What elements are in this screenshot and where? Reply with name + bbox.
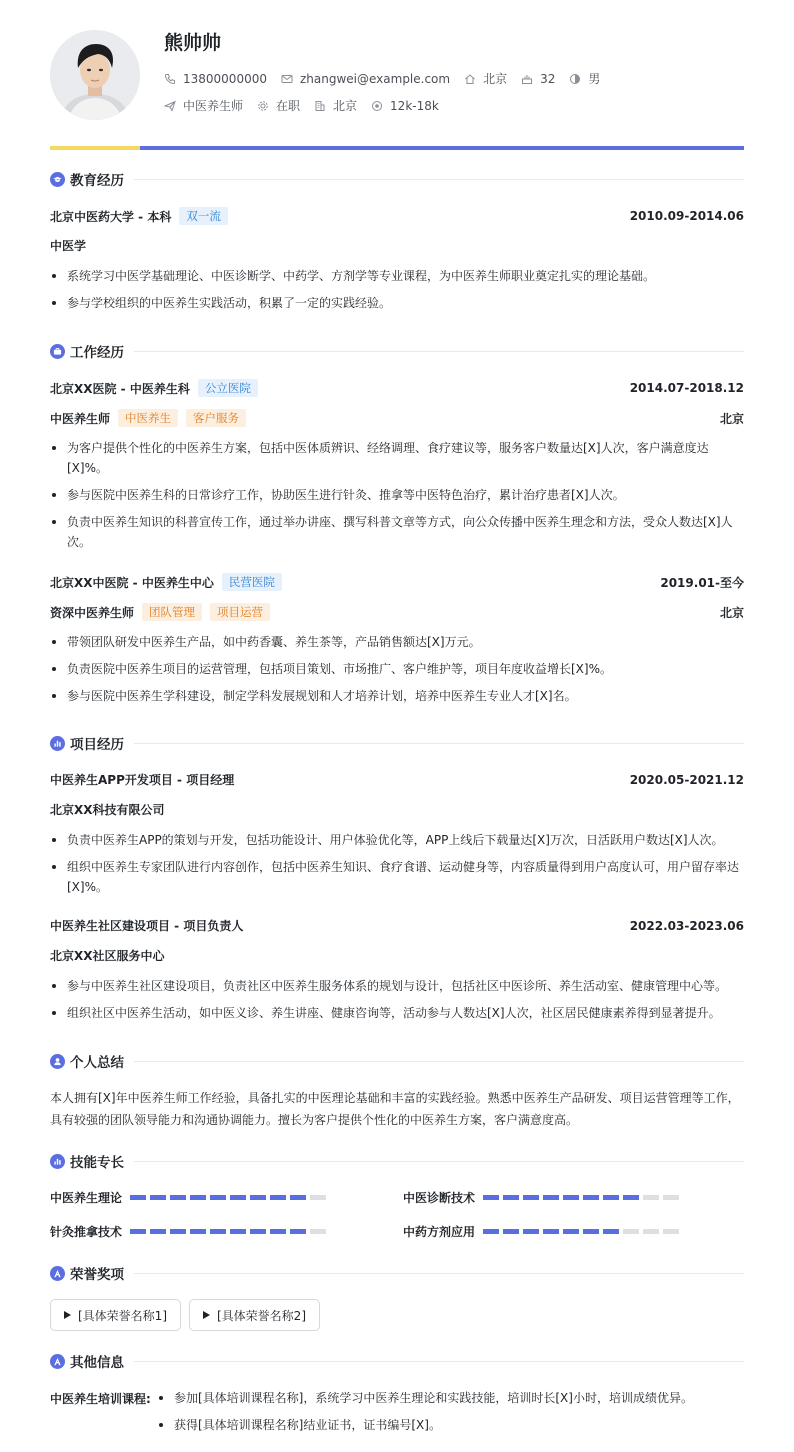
list-item: 负责医院中医养生项目的运营管理，包括项目策划、市场推广、客户维护等，项目年度收益增长[X]%。 bbox=[50, 659, 744, 679]
project-period: 2022.03-2023.06 bbox=[629, 918, 744, 933]
age-text: 32 bbox=[540, 71, 556, 86]
work-city: 北京 bbox=[719, 411, 744, 426]
work-bullets bbox=[50, 632, 744, 713]
location-item bbox=[464, 70, 507, 87]
skill-level-segment bbox=[583, 1195, 599, 1200]
list-item: 负责中医养生APP的策划与开发，包括功能设计、用户体验优化等，APP上线后下载量达[X]万次，日活跃用户数达[X]人次。 bbox=[50, 830, 744, 850]
mail-icon bbox=[281, 73, 293, 85]
skill-level-segment bbox=[310, 1195, 326, 1200]
school-name: 北京中医药大学 - 本科 bbox=[50, 209, 172, 224]
send-icon bbox=[164, 100, 176, 112]
skill-level-segment bbox=[210, 1229, 226, 1234]
list-item: 参与医院中医养生学科建设，制定学科发展规划和人才培养计划，培养中医养生专业人才[X]名。 bbox=[50, 686, 744, 706]
skill-level-segment bbox=[623, 1195, 639, 1200]
project-org: 北京XX科技有限公司 bbox=[50, 803, 165, 817]
other-section-title: 其他信息 bbox=[50, 1351, 744, 1371]
skill-level-segment bbox=[583, 1229, 599, 1234]
skill-level-segment bbox=[563, 1229, 579, 1234]
phone-item bbox=[164, 72, 267, 86]
work-role-row bbox=[50, 603, 744, 621]
list-item: 参与学校组织的中医养生实践活动，积累了一定的实践经验。 bbox=[50, 293, 744, 313]
skill-level-segment bbox=[310, 1229, 326, 1234]
education-section-title: 教育经历 bbox=[50, 169, 744, 189]
phone-icon bbox=[164, 73, 176, 85]
skill-level-segment bbox=[483, 1195, 499, 1200]
gender-icon bbox=[569, 73, 581, 85]
skill-level-segment bbox=[603, 1229, 619, 1234]
other-label: 中医养生培训课程: bbox=[50, 1392, 151, 1406]
project-org-row bbox=[50, 801, 744, 818]
summary-section-title: 个人总结 bbox=[50, 1051, 744, 1071]
honors-list bbox=[50, 1299, 328, 1331]
company-tag: 公立医院 bbox=[198, 379, 258, 397]
gender-text: 男 bbox=[588, 72, 601, 86]
education-period: 2010.09-2014.06 bbox=[629, 209, 744, 223]
job-role: 资深中医养生师 bbox=[50, 605, 135, 620]
award-icon bbox=[50, 1354, 65, 1369]
skill-level-bar bbox=[483, 1229, 683, 1234]
company-tag: 民营医院 bbox=[222, 573, 282, 591]
project-name: 中医养生APP开发项目 - 项目经理 bbox=[50, 773, 235, 787]
bar-chart-icon bbox=[50, 736, 65, 751]
skill-level-segment bbox=[130, 1195, 146, 1200]
skill-level-segment bbox=[543, 1195, 559, 1200]
position-item bbox=[164, 97, 243, 114]
bar-chart-icon bbox=[50, 1154, 65, 1169]
salary-text: 12k-18k bbox=[390, 98, 439, 113]
list-item: 带领团队研发中医养生产品，如中药香囊、养生茶等，产品销售额达[X]万元。 bbox=[50, 632, 744, 652]
project-period: 2020.05-2021.12 bbox=[629, 772, 744, 787]
graduation-cap-icon bbox=[50, 172, 65, 187]
project-bullets bbox=[50, 830, 744, 904]
coin-icon bbox=[371, 100, 383, 112]
status-text: 在职 bbox=[276, 99, 301, 113]
skill-name: 中医诊断技术 bbox=[403, 1191, 476, 1205]
work-section-title: 工作经历 bbox=[50, 341, 744, 361]
skill-level-segment bbox=[230, 1229, 246, 1234]
skill-item bbox=[403, 1189, 683, 1206]
skill-level-segment bbox=[523, 1229, 539, 1234]
home-icon bbox=[464, 73, 476, 85]
work-period: 2019.01-至今 bbox=[660, 575, 744, 590]
school-tag: 双一流 bbox=[179, 207, 228, 225]
honor-item[interactable] bbox=[189, 1299, 320, 1331]
play-icon bbox=[64, 1311, 71, 1319]
skill-level-segment bbox=[643, 1229, 659, 1234]
skill-level-segment bbox=[250, 1195, 266, 1200]
skill-level-bar bbox=[483, 1195, 683, 1200]
project-item-header bbox=[50, 771, 744, 788]
skill-tag: 项目运营 bbox=[210, 603, 270, 621]
list-item: 负责中医养生知识的科普宣传工作，通过举办讲座、撰写科普文章等方式，向公众传播中医养生理念和方法，受众人数达[X]人次。 bbox=[50, 512, 744, 552]
play-icon bbox=[203, 1311, 210, 1319]
list-item: 组织社区中医养生活动，如中医义诊、养生讲座、健康咨询等，活动参与人数达[X]人次，社区居民健康素养得到显著提升。 bbox=[50, 1003, 744, 1023]
summary-text: 本人拥有[X]年中医养生师工作经验，具备扎实的中医理论基础和丰富的实践经验。熟悉中医养生产品研发、项目运营管理等工作，具有较强的团队领导能力和沟通协调能力。擅长为客户提供个性化的中医养生方案，客户满意度高。 bbox=[50, 1091, 740, 1127]
education-major-row bbox=[50, 237, 744, 254]
education-bullets bbox=[50, 266, 744, 320]
skill-level-segment bbox=[290, 1229, 306, 1234]
skill-level-segment bbox=[250, 1229, 266, 1234]
avatar bbox=[50, 30, 140, 120]
skill-level-segment bbox=[190, 1229, 206, 1234]
project-org: 北京XX社区服务中心 bbox=[50, 949, 165, 963]
location-text: 北京 bbox=[483, 72, 508, 86]
city-text: 北京 bbox=[333, 99, 358, 113]
email-item bbox=[281, 72, 450, 86]
skill-level-segment bbox=[290, 1195, 306, 1200]
skill-level-segment bbox=[503, 1195, 519, 1200]
list-item: 参与医院中医养生科的日常诊疗工作，协助医生进行针灸、推拿等中医特色治疗，累计治疗患者[X]人次。 bbox=[50, 485, 744, 505]
skill-level-segment bbox=[170, 1195, 186, 1200]
gear-icon bbox=[257, 100, 269, 112]
project-name: 中医养生社区建设项目 - 项目负责人 bbox=[50, 919, 244, 933]
skill-level-segment bbox=[483, 1229, 499, 1234]
user-icon bbox=[50, 1054, 65, 1069]
skill-tag: 中医养生 bbox=[118, 409, 178, 427]
skill-level-segment bbox=[150, 1229, 166, 1234]
project-bullets bbox=[50, 976, 744, 1030]
skill-level-segment bbox=[130, 1229, 146, 1234]
skill-level-bar bbox=[130, 1229, 330, 1234]
skills-section-title: 技能专长 bbox=[50, 1151, 744, 1171]
skill-level-segment bbox=[543, 1229, 559, 1234]
skill-level-segment bbox=[190, 1195, 206, 1200]
work-item-header bbox=[50, 379, 744, 397]
resume-header bbox=[50, 0, 744, 150]
skill-item bbox=[403, 1223, 683, 1240]
gender-item bbox=[569, 70, 600, 87]
skill-level-segment bbox=[503, 1229, 519, 1234]
award-icon bbox=[50, 1266, 65, 1281]
skill-level-segment bbox=[563, 1195, 579, 1200]
skill-name: 针灸推拿技术 bbox=[50, 1225, 123, 1239]
skill-tag: 团队管理 bbox=[142, 603, 202, 621]
work-period: 2014.07-2018.12 bbox=[629, 381, 744, 395]
work-item-header bbox=[50, 573, 744, 591]
project-org-row bbox=[50, 947, 744, 964]
list-item: 系统学习中医学基础理论、中医诊断学、中药学、方剂学等专业课程，为中医养生师职业奠定扎实的理论基础。 bbox=[50, 266, 744, 286]
list-item: 组织中医养生专家团队进行内容创作，包括中医养生知识、食疗食谱、运动健身等，内容质量得到用户高度认可，用户留存率达[X]%。 bbox=[50, 857, 744, 897]
honor-name: [具体荣誉名称1] bbox=[78, 1308, 167, 1323]
skill-level-segment bbox=[230, 1195, 246, 1200]
work-bullets bbox=[50, 438, 744, 559]
briefcase-icon bbox=[50, 344, 65, 359]
skill-level-segment bbox=[603, 1195, 619, 1200]
skill-item bbox=[50, 1189, 330, 1206]
list-item: 获得[具体培训课程名称]结业证书，证书编号[X]。 bbox=[158, 1415, 744, 1435]
contact-row bbox=[164, 70, 614, 87]
company-name: 北京XX中医院 - 中医养生中心 bbox=[50, 575, 214, 590]
list-item: 为客户提供个性化的中医养生方案，包括中医体质辨识、经络调理、食疗建议等，服务客户数量达[X]人次，客户满意度达[X]%。 bbox=[50, 438, 744, 478]
skill-level-segment bbox=[623, 1229, 639, 1234]
list-item: 参加[具体培训课程名称]，系统学习中医养生理论和实践技能，培训时长[X]小时，培训成绩优异。 bbox=[158, 1388, 744, 1408]
skill-level-bar bbox=[130, 1195, 330, 1200]
email-text: zhangwei@example.com bbox=[299, 71, 451, 86]
skill-level-segment bbox=[210, 1195, 226, 1200]
company-name: 北京XX医院 - 中医养生科 bbox=[50, 381, 190, 396]
other-list bbox=[158, 1388, 744, 1442]
skill-level-segment bbox=[523, 1195, 539, 1200]
status-item bbox=[257, 97, 300, 114]
age-item bbox=[521, 72, 555, 86]
city-item bbox=[314, 97, 357, 114]
honors-section-title: 荣誉奖项 bbox=[50, 1263, 744, 1283]
skill-name: 中药方剂应用 bbox=[403, 1225, 476, 1239]
skill-level-segment bbox=[663, 1229, 679, 1234]
job-intent-row bbox=[164, 97, 453, 114]
honor-item[interactable] bbox=[50, 1299, 181, 1331]
skill-level-segment bbox=[270, 1195, 286, 1200]
project-item-header bbox=[50, 917, 744, 934]
resume-page bbox=[50, 0, 744, 1432]
header-divider bbox=[50, 146, 744, 150]
skill-item bbox=[50, 1223, 330, 1240]
honor-name: [具体荣誉名称2] bbox=[217, 1308, 306, 1323]
job-role: 中医养生师 bbox=[50, 411, 111, 426]
skill-tag: 客户服务 bbox=[186, 409, 246, 427]
skill-level-segment bbox=[170, 1229, 186, 1234]
skill-level-segment bbox=[270, 1229, 286, 1234]
skill-level-segment bbox=[643, 1195, 659, 1200]
skill-name: 中医养生理论 bbox=[50, 1191, 123, 1205]
work-city: 北京 bbox=[719, 605, 744, 620]
building-icon bbox=[314, 100, 326, 112]
education-item-header bbox=[50, 207, 744, 225]
major: 中医学 bbox=[50, 239, 87, 253]
projects-section-title: 项目经历 bbox=[50, 733, 744, 753]
cake-icon bbox=[521, 73, 533, 85]
skill-level-segment bbox=[150, 1195, 166, 1200]
position-text: 中医养生师 bbox=[183, 99, 244, 113]
candidate-name: 熊帅帅 bbox=[164, 32, 222, 54]
skill-level-segment bbox=[663, 1195, 679, 1200]
salary-item bbox=[371, 99, 439, 113]
work-role-row bbox=[50, 409, 744, 427]
phone-text: 13800000000 bbox=[183, 71, 267, 86]
list-item: 参与中医养生社区建设项目，负责社区中医养生服务体系的规划与设计，包括社区中医诊所、养生活动室、健康管理中心等。 bbox=[50, 976, 744, 996]
